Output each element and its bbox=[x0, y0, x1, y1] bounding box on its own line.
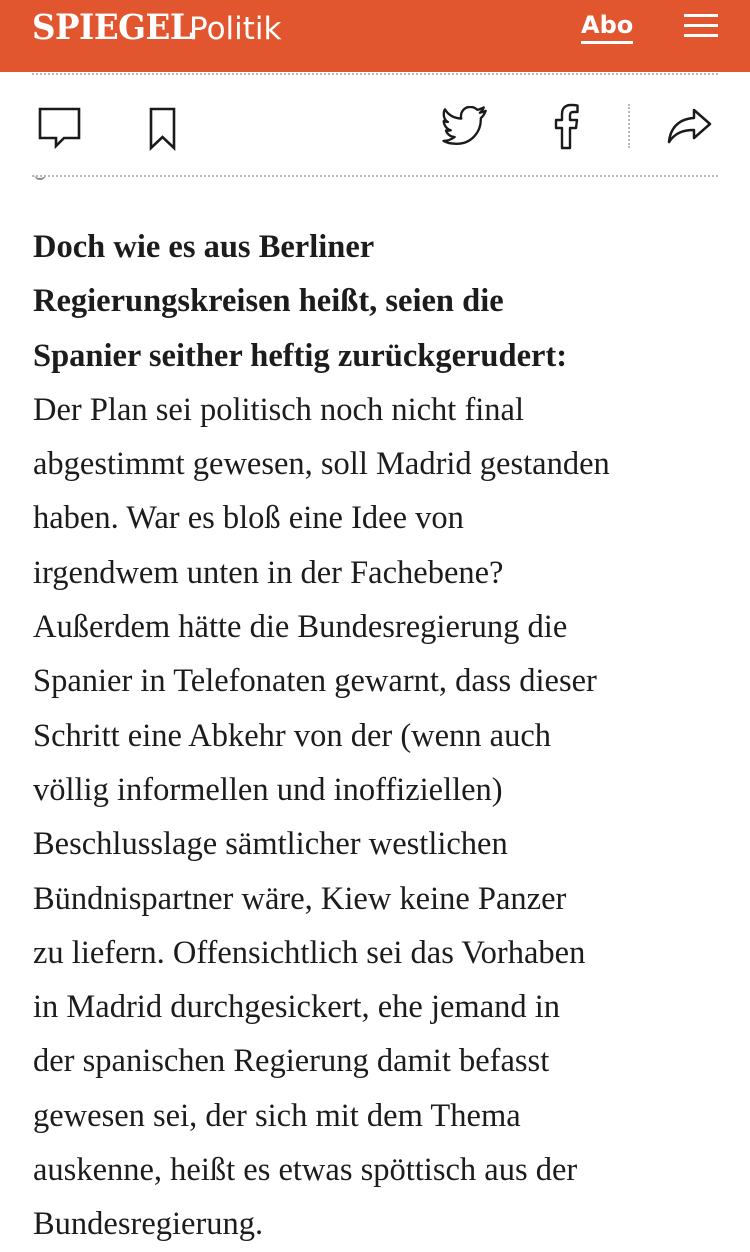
bookmark-button[interactable] bbox=[147, 106, 179, 152]
article-body bbox=[33, 220, 733, 1252]
body-line: irgendwem unten in der Fachebene? bbox=[33, 554, 504, 591]
body-line: Spanier in Telefonaten gewarnt, dass dieser bbox=[33, 663, 597, 700]
body-line: völlig informellen und inoffiziellen) bbox=[33, 771, 503, 808]
site-header bbox=[0, 0, 750, 72]
body-line: in Madrid durchgesickert, ehe jemand in bbox=[33, 989, 561, 1026]
facebook-share-button[interactable] bbox=[553, 102, 583, 150]
menu-icon[interactable] bbox=[684, 14, 718, 38]
lead-line: Doch wie es aus Berliner bbox=[33, 229, 375, 265]
lead-line: Spanier seither heftig zurückgerudert: bbox=[33, 337, 568, 374]
twitter-share-button[interactable] bbox=[442, 106, 488, 146]
body-line: zu liefern. Offensichtlich sei das Vorhaben bbox=[33, 934, 586, 971]
share-icon bbox=[667, 108, 713, 144]
comment-icon bbox=[38, 106, 82, 150]
body-line: Bündnispartner wäre, Kiew keine Panzer bbox=[33, 880, 567, 917]
facebook-icon bbox=[553, 102, 583, 150]
toolbar-divider-top bbox=[32, 73, 718, 75]
section-title[interactable]: Politik bbox=[189, 11, 282, 47]
body-line: Außerdem hätte die Bundesregierung die bbox=[33, 609, 568, 646]
toolbar-divider-bottom bbox=[32, 175, 718, 177]
article-paragraph bbox=[33, 220, 733, 1252]
body-line: haben. War es bloß eine Idee von bbox=[33, 500, 464, 537]
body-line: Bundesregierung. bbox=[33, 1206, 264, 1243]
comment-button[interactable] bbox=[38, 106, 82, 150]
spiegel-logo[interactable]: SPIEGEL bbox=[32, 7, 193, 48]
body-line: auskenne, heißt es etwas spöttisch aus der bbox=[33, 1152, 578, 1189]
abo-link[interactable]: Abo bbox=[581, 10, 633, 44]
body-line: gewesen sei, der sich mit dem Thema bbox=[33, 1097, 521, 1134]
toolbar-separator bbox=[628, 104, 630, 148]
body-line: Der Plan sei politisch noch nicht final bbox=[33, 391, 525, 428]
body-line: abgestimmt gewesen, soll Madrid gestanden bbox=[33, 446, 610, 483]
body-line: Schritt eine Abkehr von der (wenn auch bbox=[33, 717, 552, 754]
share-button[interactable] bbox=[667, 108, 713, 144]
body-line: der spanischen Regierung damit befasst bbox=[33, 1043, 550, 1080]
twitter-icon bbox=[442, 106, 488, 146]
body-line: Beschlusslage sämtlicher westlichen bbox=[33, 826, 508, 863]
bookmark-icon bbox=[147, 106, 179, 152]
lead-line: Regierungskreisen heißt, seien die bbox=[33, 283, 504, 320]
